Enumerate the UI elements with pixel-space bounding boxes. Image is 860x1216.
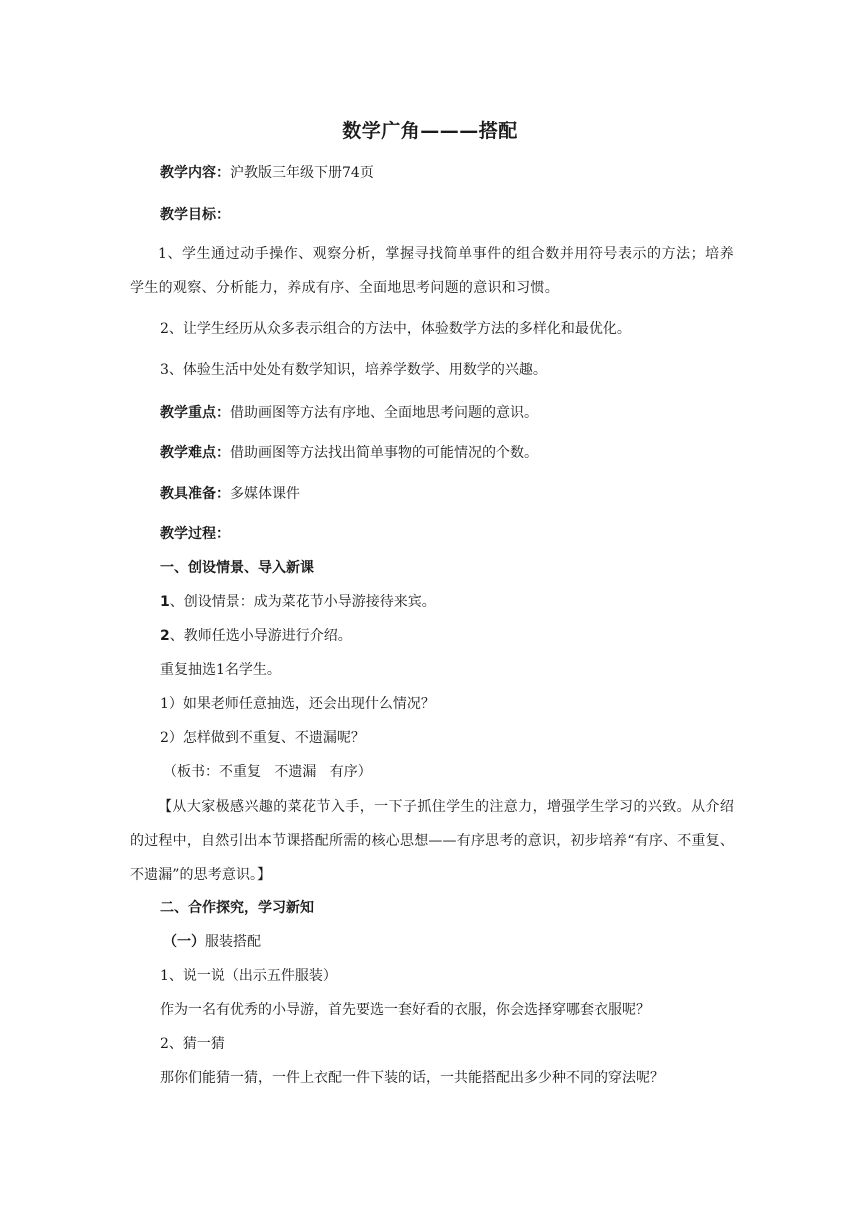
teaching-goals-label: 教学目标： <box>160 207 230 223</box>
section-1-question-2: 2）怎样做到不重复、不遗漏呢？ <box>160 730 365 746</box>
item-number: 1 <box>160 594 170 610</box>
item-text: 、教师任选小导游进行介绍。 <box>169 628 352 644</box>
section-1-teaching-note: 【从大家极感兴趣的菜花节入手，一下子抓住学生的注意力，增强学生学习的兴致。从介绍的过程中，自然引出本节课搭配所需的核心思想——有序思考的意识，初步培养“有序、不重复、不遗漏”的思考意识。】 <box>130 799 734 883</box>
section-2-item-2-text: 那你们能猜一猜，一件上衣配一件下装的话，一共能搭配出多少种不同的穿法呢？ <box>160 1070 664 1086</box>
key-point-label: 教学重点： <box>160 405 230 421</box>
subheading-text: 服装搭配 <box>205 934 261 950</box>
section-2-heading: 二、合作探究，学习新知 <box>160 900 314 916</box>
section-2-item-1: 1、说一说（出示五件服装） <box>160 968 337 984</box>
key-point-line <box>160 403 538 423</box>
tools-value: 多媒体课件 <box>230 486 300 502</box>
teaching-content-line <box>160 163 374 183</box>
goal-3: 3、体验生活中处处有数学知识，培养学数学、用数学的兴趣。 <box>160 362 547 378</box>
difficulty-value: 借助画图等方法找出简单事物的可能情况的个数。 <box>230 445 538 461</box>
key-point-value: 借助画图等方法有序地、全面地思考问题的意识。 <box>230 405 538 421</box>
item-number: 2 <box>160 628 170 644</box>
section-2-item-2: 2、猜一猜 <box>160 1036 225 1052</box>
section-1-item-1 <box>160 592 436 612</box>
difficulty-line <box>160 443 538 463</box>
teaching-content-label: 教学内容： <box>160 165 230 181</box>
teaching-content-value: 沪教版三年级下册74页 <box>230 165 374 181</box>
document-title: 数学广角———搭配 <box>342 120 518 142</box>
section-1-item-2 <box>160 626 352 646</box>
section-1-heading: 一、创设情景、导入新课 <box>160 560 314 576</box>
tools-label: 教具准备： <box>160 486 230 502</box>
section-1-board-note: （板书：不重复 不遗漏 有序） <box>163 764 372 780</box>
section-1-repeat: 重复抽选1名学生。 <box>160 662 281 678</box>
section-2-subheading-1 <box>163 932 261 952</box>
teaching-process-label: 教学过程： <box>160 526 230 542</box>
section-2-item-1-text: 作为一名有优秀的小导游，首先要选一套好看的衣服，你会选择穿哪套衣服呢？ <box>160 1002 650 1018</box>
tools-line <box>160 484 300 504</box>
section-1-question-1: 1）如果老师任意抽选，还会出现什么情况？ <box>160 696 435 712</box>
item-text: 、创设情景：成为菜花节小导游接待来宾。 <box>169 594 436 610</box>
goal-2: 2、让学生经历从众多表示组合的方法中，体验数学方法的多样化和最优化。 <box>160 321 631 337</box>
goal-1: 1、学生通过动手操作、观察分析，掌握寻找简单事件的组合数并用符号表示的方法；培养学生的观察、分析能力，养成有序、全面地思考问题的意识和习惯。 <box>130 246 734 296</box>
subheading-number: （一） <box>163 934 205 950</box>
difficulty-label: 教学难点： <box>160 445 230 461</box>
